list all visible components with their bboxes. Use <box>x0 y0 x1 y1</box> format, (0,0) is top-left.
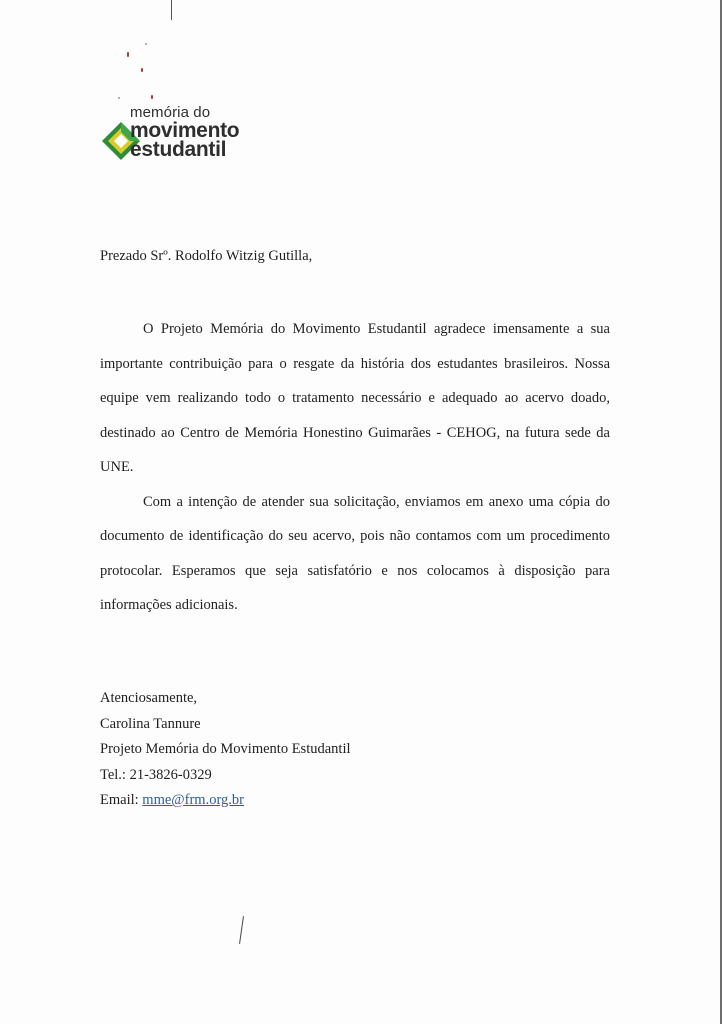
logo-text-line3: estudantil <box>130 138 227 161</box>
email-label: Email: <box>100 792 143 808</box>
scan-speck <box>127 52 129 57</box>
signer-email-row <box>100 788 351 814</box>
signer-organization: Projeto Memória do Movimento Estudantil <box>100 741 351 757</box>
logo-text-line2: movimento <box>130 119 240 142</box>
logo-text-line1: memória do <box>130 104 211 121</box>
signer-phone: Tel.: 21-3826-0329 <box>100 766 212 783</box>
signer-name: Carolina Tannure <box>100 715 201 732</box>
memoria-movimento-estudantil-logo <box>100 104 270 174</box>
letter-body <box>100 312 610 623</box>
scan-mark-top <box>171 0 172 20</box>
body-paragraph-2: Com a intenção de atender sua solicitação, enviamos em anexo uma cópia do documento de identificação do seu acervo, pois não contamos com um procedimento protocolar. Esperamos que seja satisfatório e nos colocamos à disposição para informações adicionais. <box>100 493 610 613</box>
scan-speck <box>145 43 147 45</box>
body-paragraph-1: O Projeto Memória do Movimento Estudantil agradece imensamente a sua importante contribuição para o resgate da história dos estudantes brasileiros. Nossa equipe vem realizando todo o tratamento necessário e adequado ao acervo doado, destinado ao Centro de Memória Honestino Guimarães - CEHOG, na futura sede da UNE. <box>100 321 610 475</box>
salutation: Prezado Srº. Rodolfo Witzig Gutilla, <box>100 248 313 264</box>
email-link[interactable]: mme@frm.org.br <box>142 792 244 808</box>
scan-speck <box>118 97 120 99</box>
scan-speck <box>141 68 143 72</box>
closing-block <box>100 686 351 814</box>
closing-greeting: Atenciosamente, <box>100 690 198 706</box>
scan-speck <box>151 95 153 99</box>
scan-mark-bottom <box>239 916 244 944</box>
